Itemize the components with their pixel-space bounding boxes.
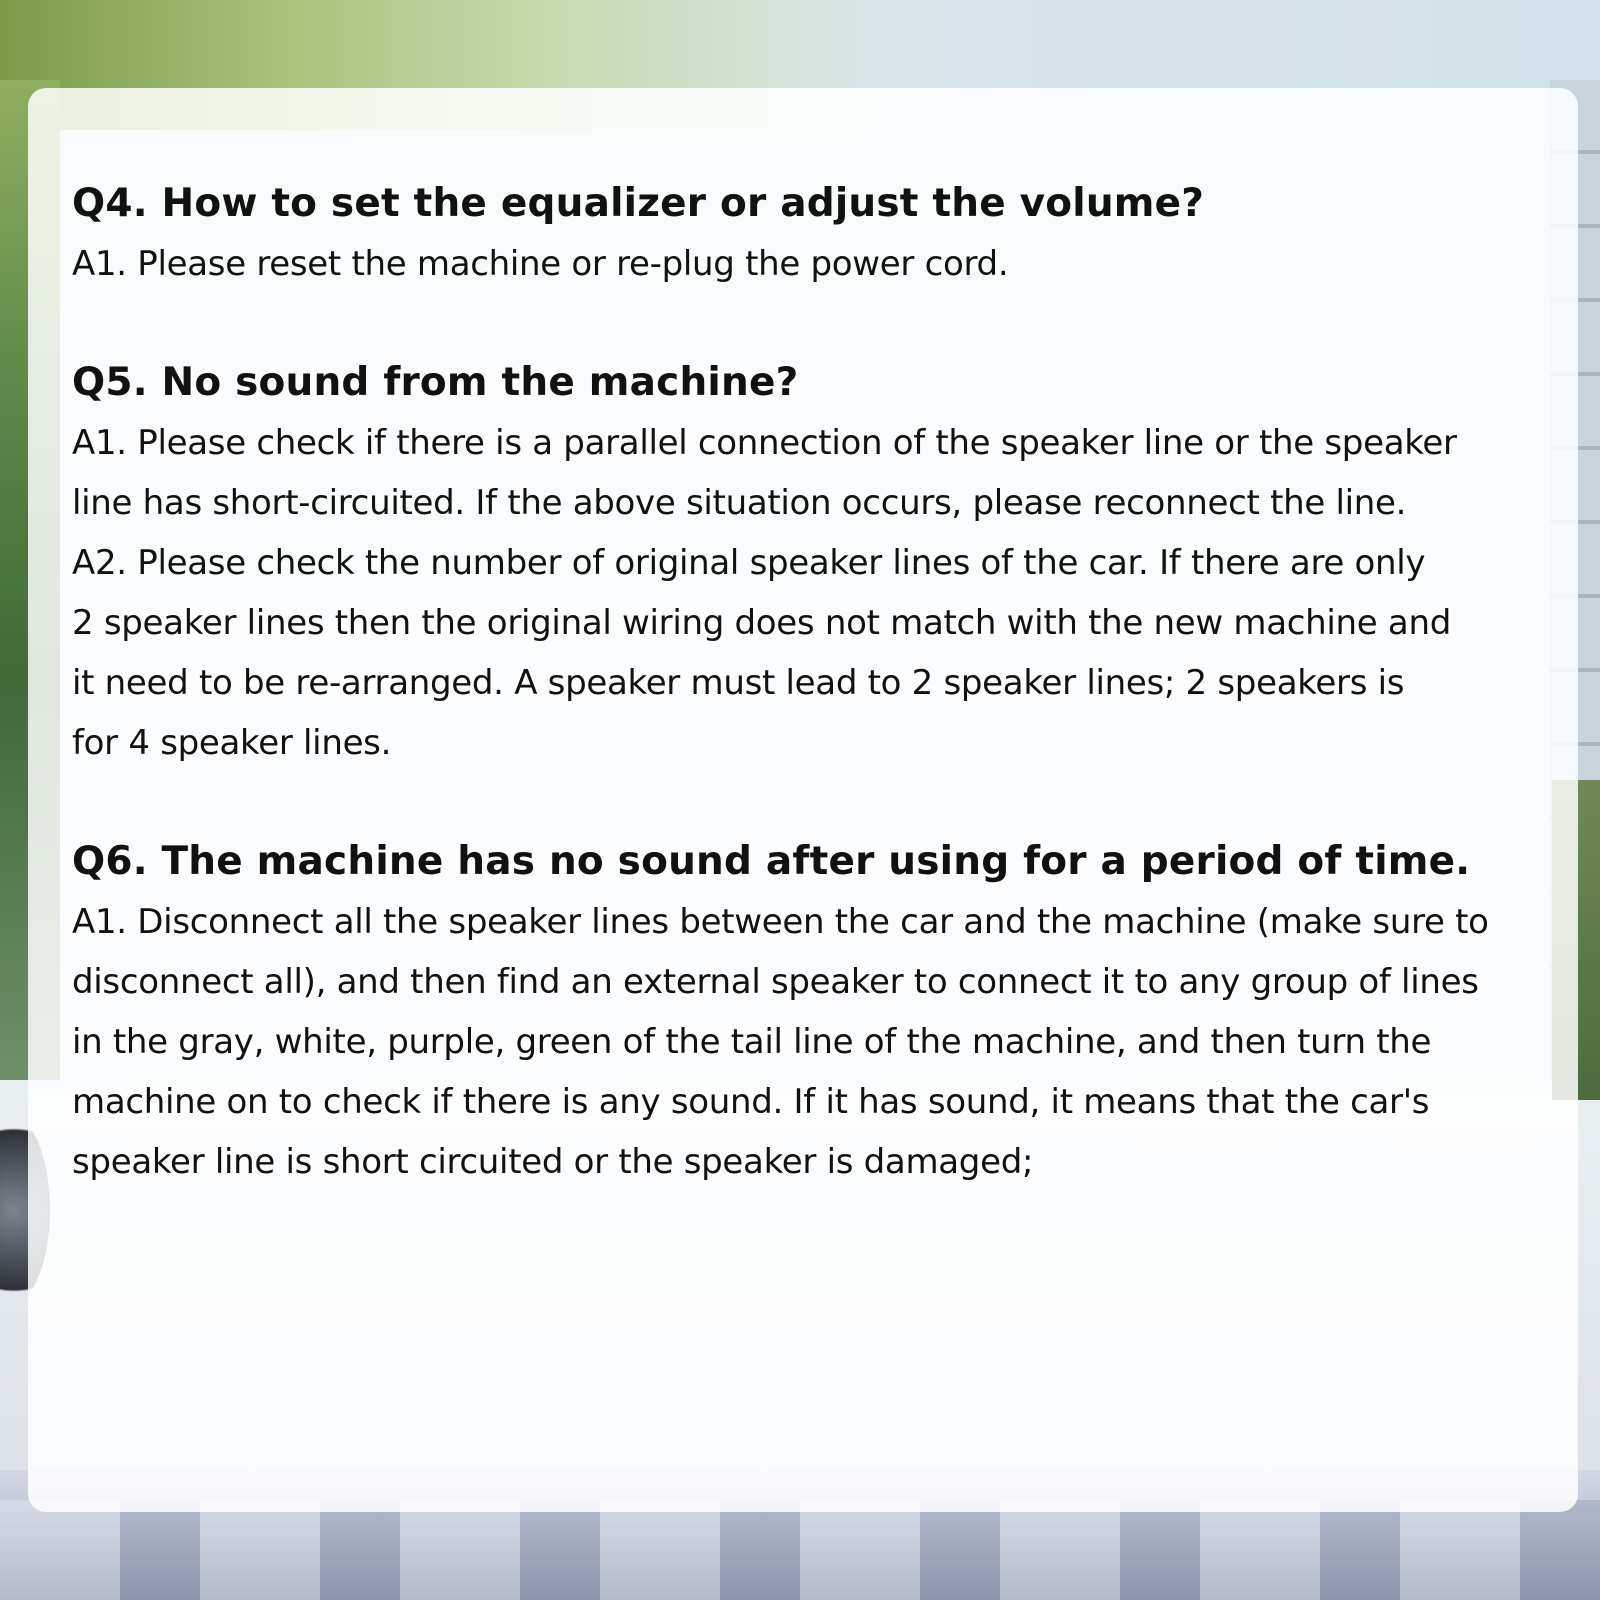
- answer-line: disconnect all), and then find an external speaker to connect it to any group of lines: [72, 962, 1479, 1002]
- faq-panel: [28, 88, 1578, 1512]
- answer-line: for 4 speaker lines.: [72, 723, 392, 763]
- answer-line: it need to be re-arranged. A speaker must lead to 2 speaker lines; 2 speakers is: [72, 663, 1405, 703]
- question-heading: Q4. How to set the equalizer or adjust the volume?: [72, 181, 1205, 226]
- answer-line: in the gray, white, purple, green of the tail line of the machine, and then turn the: [72, 1022, 1432, 1062]
- answer-line: A1. Please reset the machine or re-plug the power cord.: [72, 244, 1009, 284]
- answer-a1: [72, 892, 1534, 1192]
- question-heading: Q6. The machine has no sound after using for a period of time.: [72, 839, 1471, 884]
- answer-line: A1. Disconnect all the speaker lines between the car and the machine (make sure to: [72, 902, 1489, 942]
- answer-a2: [72, 533, 1534, 773]
- answer-a1: [72, 413, 1534, 533]
- answer-line: machine on to check if there is any sound. If it has sound, it means that the car's: [72, 1082, 1430, 1122]
- answer-line: A2. Please check the number of original speaker lines of the car. If there are only: [72, 543, 1426, 583]
- faq-item-q4: [72, 174, 1534, 294]
- faq-item-q5: [72, 353, 1534, 773]
- answer-line: A1. Please check if there is a parallel connection of the speaker line or the speaker: [72, 423, 1457, 463]
- answer-line: line has short-circuited. If the above situation occurs, please reconnect the line.: [72, 483, 1407, 523]
- answer-a1: [72, 234, 1534, 294]
- faq-item-q6: [72, 832, 1534, 1192]
- answer-line: 2 speaker lines then the original wiring does not match with the new machine and: [72, 603, 1451, 643]
- background-shadows: [0, 1500, 1600, 1600]
- question-heading: Q5. No sound from the machine?: [72, 360, 799, 405]
- answer-line: speaker line is short circuited or the speaker is damaged;: [72, 1142, 1034, 1182]
